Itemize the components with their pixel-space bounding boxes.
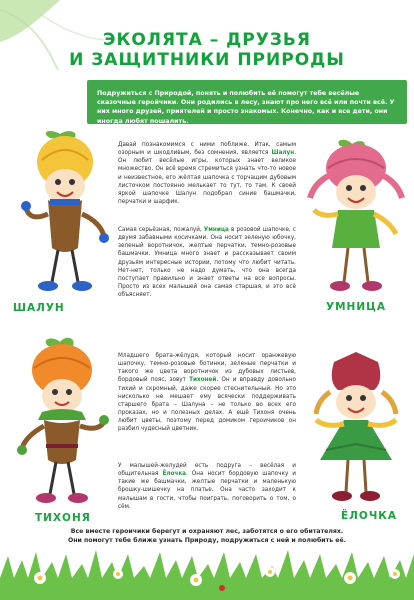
title-line-1: ЭКОЛЯТА – ДРУЗЬЯ: [103, 30, 311, 50]
text-span: . Он любит весёлые игры, которых знает великое множество. Он всё время стремиться узнать что-то новое и неизвестное, его жёлтая шапочка с торчащим дубовым листочком постоянно мелькает то тут, то там. К своей яркой шапочке Шалун подобрал синие башмачки, перчатки и шарфик.: [118, 150, 296, 206]
text-span: Младшего брата-жёлудя, который носит оранжевую шапочку, темно-розовые ботинки, зеленые перчатки и такого же цвета воротничок из дубовых листьев, бордовый пояс, зовут: [118, 353, 296, 384]
name-yolochka: ЁЛОЧКА: [341, 510, 398, 522]
text-span: Давай познакомимся с ними поближе. Итак, самым озорным и шкодливым, без сомнения, является: [118, 142, 296, 157]
umnitsa-character-icon: [304, 138, 408, 298]
text-span: У малышей-желудей есть подруга – весёлая и общительная: [118, 463, 296, 478]
paragraph-tikhonya: [118, 352, 296, 434]
highlight-name: Умница: [203, 227, 229, 233]
tikhonya-character-icon: [14, 336, 114, 511]
text-span: . Он и вправду довольно тихий и скромный, даже скорее стеснительный. Но это нисколько не мешает ему всячески поддерживать старшего брата – Шалуна – не только во всех его проказах, но и полезных делах. А ещё Тихоня очень любит цветы, поэтому перед домиком героичиков он разбил чудесный цветник.: [118, 377, 296, 433]
closing-text: [0, 527, 414, 545]
text-span: Самая серьёзная, пожалуй,: [118, 227, 204, 233]
shalun-character-icon: [20, 130, 110, 300]
paragraph-umnitsa: [118, 226, 296, 299]
yolochka-character-icon: [304, 352, 408, 508]
title-line-2: И ЗАЩИТНИКИ ПРИРОДЫ: [69, 50, 345, 70]
closing-line-1: Все вместе героичики берегут и охраняют лес, заботятся о его обитателях.: [70, 528, 344, 535]
text-span: . Она носит бордовую шапочку и такие же башмачки, желтые перчатки и маленькую брошку-шишечку на платье. Она часто заходит к малышам в гости, чтобы поиграть, поговорить о том, о сём.: [118, 471, 296, 510]
text-span: в розовой шапочке, с двумя забавными косичками. Она носит зеленую юбочку, зеленый воротничок, желтые перчатки, темно-розовые башмачки. Умница много знает и рассказывает своим друзьям интересные истории, потому что любит читать. Нет-нет, только не надо думать, что она всегда поступает правильно и знает ответы на все вопросы. Просто из всех малышей она самая старшая, и это всё объясняет.: [118, 227, 296, 299]
grass-decoration-icon: [0, 548, 414, 600]
paragraph-shalun: [118, 141, 296, 206]
paragraph-yolochka: [118, 462, 296, 511]
highlight-name: Тихоней: [189, 377, 217, 384]
name-umnitsa: УМНИЦА: [326, 301, 386, 313]
page-title: [0, 30, 414, 70]
name-tikhonya: ТИХОНЯ: [35, 512, 91, 524]
highlight-name: Шалун: [271, 150, 295, 157]
name-shalun: ШАЛУН: [13, 302, 65, 314]
closing-line-2: Они помогут тебе ближе узнать Природу, подружиться с ней и полюбить её.: [67, 537, 347, 544]
intro-box: Подружиться с Природой, понять и полюбить её помогут тебе весёлые сказочные герoйчики. Они родились в лесу, знают про него всё или почти всё. У них много друзей, приятелей и просто знакомых. Конечно, как и все дети, они иногда любят пошалить.: [87, 80, 407, 124]
highlight-name: Ёлочка: [162, 471, 187, 478]
